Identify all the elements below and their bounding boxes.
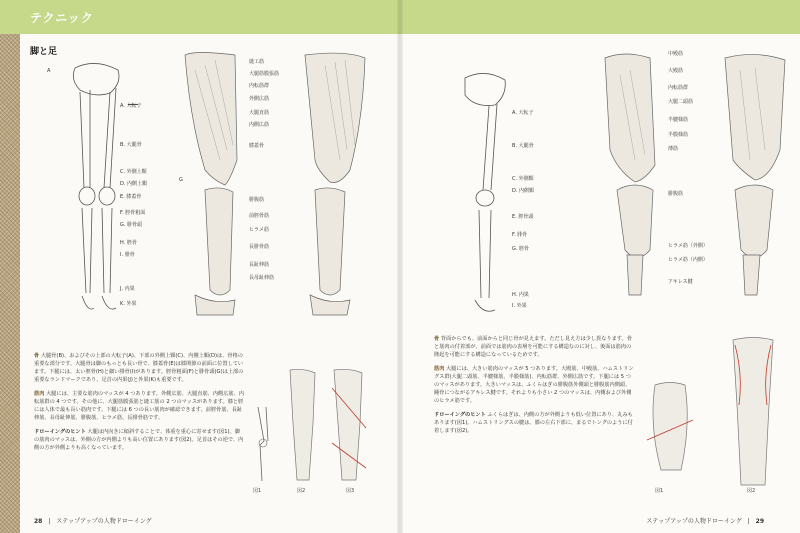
fig2-label: 外側広筋: [249, 96, 270, 102]
drawing-fig2: [285, 368, 320, 486]
drawing-fig3: [328, 368, 370, 486]
fig-caption-1: 図1: [655, 488, 664, 494]
fig1-label-a: A. 大転子: [512, 110, 534, 116]
fig1-label-e: E. 脛骨頭: [512, 214, 534, 220]
fig1-label-c: C. 外側顆: [512, 176, 534, 182]
page-number: 29: [755, 518, 764, 525]
fig1-label-e: E. 膝蓋骨: [120, 194, 142, 200]
page-footer: ステップアップの人物ドローイング | 29: [646, 518, 764, 525]
fig-caption-2: 図2: [297, 488, 306, 494]
para-bones: 大腿骨(B)、およびその上部の大転子(A)、下部の外側上顆(C)、内側上顆(D)は、骨格の重要な部分です。大腿骨は脚のもっとも長い骨で、膝蓋骨(E)は膝関節の前面に位置しています。下腿には、太い脛骨(H)と細い腓骨(I)があります。脛骨粗面(F)と腓骨頭(G)は上部の重要なランドマークであり、足首の内果(J)と外果(K)も重要です。: [34, 353, 244, 383]
header-band: [400, 0, 800, 34]
fig2-label: ヒラメ筋: [249, 227, 269, 233]
para-heading-muscles: 筋肉: [434, 366, 445, 372]
fig2-label: 内転筋群: [249, 83, 270, 89]
fig2-label: 腓腹筋: [668, 191, 684, 197]
drawing-fig2: [725, 335, 780, 490]
fig1-label-k: K. 外果: [120, 301, 137, 307]
fig2-label: 大腿筋膜張筋: [249, 71, 280, 77]
fig2-label: 内転筋群: [668, 85, 689, 91]
fig1-label-h: H. 脛骨: [120, 240, 137, 246]
text-column: [34, 352, 244, 458]
muscles-front-figure: [175, 50, 375, 320]
skeleton-front-figure: [60, 58, 130, 318]
fig2-label: 腓腹筋: [249, 197, 265, 203]
para-heading-bones: 骨: [34, 353, 40, 359]
para-heading-bones: 骨: [434, 336, 440, 342]
fig2-label: ヒラメ筋（内側）: [668, 257, 708, 263]
text-column: [434, 335, 634, 441]
para-heading-tips: ドローイングのヒント: [434, 412, 486, 418]
drawing-fig1: [645, 380, 695, 480]
para-tips: 大腿は内向きに傾斜することで、体重を重心に寄せます(図1)。脚の筋肉のマッスは、外側の方が内側よりも高い位置にあります(図2)。足首はその逆で、内側の方が外側よりも高くなっています。: [34, 429, 244, 451]
fig1-label-c: C. 外側上顆: [120, 169, 147, 175]
fig2-label: 膝蓋骨: [249, 143, 265, 149]
fig2-label: 前脛骨筋: [249, 213, 270, 219]
fig1-label-j: J. 内果: [120, 286, 135, 292]
para-muscles: 大腿には、主要な筋肉のマッスが 4 つあります。外側広筋、大腿直筋、内側広筋、内転筋群の 4 つです。その他に、大腿筋膜張筋と縫工筋の 2 つのマッスがあります。膝と脛には人体で最も長い筋肉です。下腿には 6 つの長い筋肉が確認できます。前脛骨筋、長趾伸筋、長母趾伸筋、腓腹筋、ヒラメ筋、長腓骨筋です。: [34, 391, 244, 421]
para-heading-muscles: 筋肉: [34, 391, 45, 397]
fig2-label: 大腿二頭筋: [668, 99, 694, 105]
page-subtitle: 脚と足: [30, 47, 58, 57]
fig2-label: ヒラメ筋（外側）: [668, 243, 708, 249]
fig2-label: 長腓骨筋: [249, 244, 270, 250]
page-footer: 28 | ステップアップの人物ドローイング: [34, 518, 152, 525]
drawing-fig1: [250, 405, 275, 485]
fig2-label: アキレス腱: [668, 279, 693, 285]
fig2-label: 長母趾伸筋: [249, 275, 275, 281]
fig2-label-g: G: [179, 177, 183, 183]
fig1-label-d: D. 内側上顆: [120, 181, 148, 187]
muscles-back-figure: [595, 50, 795, 315]
fig2-label: 内側広筋: [249, 122, 270, 128]
fig1-label-h: H. 内果: [512, 292, 529, 298]
fig-caption-2: 図2: [747, 488, 756, 494]
fig2-label: 縫工筋: [249, 59, 265, 65]
fig1-label-b: B. 大腿骨: [120, 142, 142, 148]
fig2-label: 半腱様筋: [668, 117, 689, 123]
fig2-label: 半膜様筋: [668, 132, 689, 138]
fig1-label-f: F. 腓骨: [512, 232, 528, 238]
para-bones: 背面からでも、前面からと同じ骨が見えます。ただし見え方は少し異なります。骨と筋肉の付着部が、前面では筋肉の表層を可能にする構造なのに対し、後面は筋肉の隆起を可能にする構造になっているためです。: [434, 336, 632, 358]
fig1-label-g: G. 腓骨頭: [120, 222, 143, 228]
fig1-label-a: A. 大転子: [120, 103, 142, 109]
fig2-label: 長趾伸筋: [249, 262, 270, 268]
fig1-label-i: I. 外果: [512, 303, 527, 309]
section-title: テクニック: [30, 11, 94, 25]
book-gutter: [397, 0, 403, 533]
para-tips: ふくらはぎは、内側の方が外側よりも低い位置にあり、丸みもあります(図1)。ハムストリングスの腱は、膝の左右下部に、まるでトングのように付着します(図2)。: [434, 412, 633, 434]
fig1-label-i: I. 腓骨: [120, 252, 135, 258]
skeleton-back-figure: [455, 70, 515, 315]
book-title: ステップアップの人物ドローイング: [56, 518, 152, 525]
book-title: ステップアップの人物ドローイング: [646, 518, 742, 525]
fig1-label-d: D. 内側顆: [512, 188, 535, 194]
fig1-label-A: A: [47, 68, 51, 74]
fig2-label: 大殿筋: [668, 68, 684, 74]
fig2-label: 中殿筋: [668, 51, 684, 57]
page-number: 28: [34, 518, 43, 525]
fig1-label-f: F. 脛骨粗面: [120, 210, 146, 216]
fig2-label: 大腿直筋: [249, 110, 270, 116]
right-page: [400, 0, 800, 533]
para-heading-tips: ドローイングのヒント: [34, 429, 86, 435]
fig1-label-g: G. 脛骨: [512, 246, 530, 252]
decorative-texture-strip: [0, 34, 20, 533]
para-muscles: 大腿には、大きい筋肉のマッスが 5 つあります。大殿筋、中殿筋、ハムストリングス群(大腿二頭筋、半腱様筋、半膜様筋)、内転筋群、外側広筋です。下腿には 5 つのマッスがあります。大きいマッスは、ふくらはぎの腓腹筋外側頭と腓腹筋内側頭、踵骨につながるアキレス腱です。それよりも小さい 2 つのマッスは、内側および外側のヒラメ筋です。: [434, 366, 634, 404]
fig-caption-1: 図1: [253, 488, 262, 494]
header-band: [0, 0, 400, 34]
fig1-label-b: B. 大腿骨: [512, 143, 534, 149]
fig-caption-3: 図3: [346, 488, 355, 494]
fig2-label: 薄筋: [668, 146, 679, 152]
